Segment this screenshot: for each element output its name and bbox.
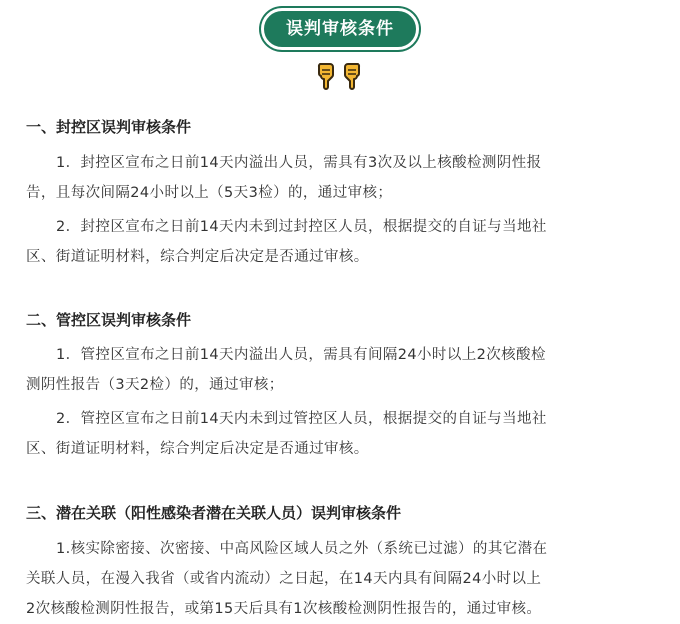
page-title: 误判审核条件	[261, 8, 419, 50]
paragraph	[26, 148, 656, 208]
paragraph-line: 1．封控区宣布之日前14天内溢出人员，需具有3次及以上核酸检测阴性报	[56, 155, 542, 171]
paragraph-line: 2．封控区宣布之日前14天内未到过封控区人员，根据提交的自证与当地社	[56, 219, 547, 235]
section-heading: 三、潜在关联（阳性感染者潜在关联人员）误判审核条件	[26, 504, 402, 522]
paragraph-line: 2．管控区宣布之日前14天内未到过管控区人员，根据提交的自证与当地社	[56, 411, 547, 427]
paragraph-line: 区、街道证明材料，综合判定后决定是否通过审核。	[26, 441, 369, 457]
paragraph-line: 测阴性报告（3天2检）的，通过审核；	[26, 377, 284, 393]
section-heading: 一、封控区误判审核条件	[26, 118, 192, 136]
hand-pointing-down-icon	[316, 62, 338, 90]
paragraph-line: 区、街道证明材料，综合判定后决定是否通过审核。	[26, 249, 369, 265]
paragraph	[26, 534, 656, 624]
paragraph-line: 2次核酸检测阴性报告，或第15天后具有1次核酸检测阴性报告的，通过审核。	[26, 601, 542, 617]
paragraph-line: 1．管控区宣布之日前14天内溢出人员，需具有间隔24小时以上2次核酸检	[56, 347, 546, 363]
paragraph	[26, 340, 656, 400]
hand-pointing-down-icon	[340, 62, 362, 90]
paragraph	[26, 404, 656, 464]
paragraph	[26, 212, 656, 272]
section-heading: 二、管控区误判审核条件	[26, 311, 192, 329]
title-container	[0, 8, 680, 50]
pointing-hands	[316, 62, 364, 92]
paragraph-line: 关联人员，在漫入我省（或省内流动）之日起，在14天内具有间隔24小时以上	[26, 571, 542, 587]
paragraph-line: 1.核实除密接、次密接、中高风险区域人员之外（系统已过滤）的其它潜在	[56, 541, 548, 557]
paragraph-line: 告，且每次间隔24小时以上（5天3检）的，通过审核；	[26, 185, 393, 201]
